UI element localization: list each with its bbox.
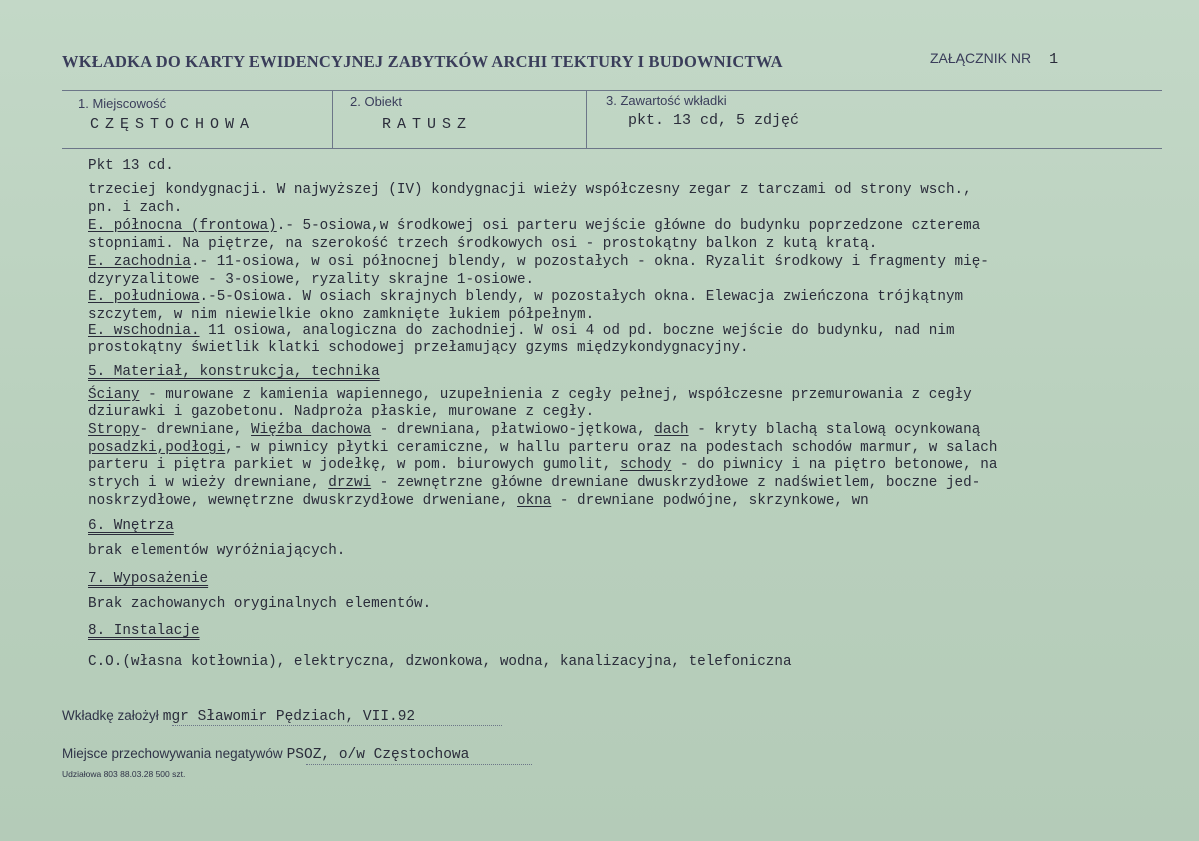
print-note: Udziałowa 803 88.03.28 500 szt. <box>62 769 186 779</box>
text-span: .-5-Osiowa. W osiach skrajnych blendy, w pozostałych okna. Elewacja zwieńczona trójkątnym <box>199 289 964 305</box>
text-line: szczytem, w nim niewielkie okno zamknięte łukiem półpełnym. <box>88 307 595 323</box>
header-divider-bottom <box>62 148 1162 149</box>
text-line <box>88 323 955 339</box>
storage-dotted-line <box>306 764 532 765</box>
attachment-label: ZAŁĄCZNIK NR <box>930 50 1032 66</box>
text-line: C.O.(własna kotłownia), elektryczna, dzwonkowa, wodna, kanalizacyjna, telefoniczna <box>88 654 792 670</box>
text-span: .- 11-osiowa, w osi północnej blendy, w pozostałych - okna. Ryzalit środkowy i fragmenty mię- <box>190 254 989 270</box>
text-line <box>88 422 980 438</box>
storage-row <box>62 746 469 763</box>
west-elevation-term: E. zachodnia <box>88 254 191 270</box>
author-value: mgr Sławomir Pędziach, VII.92 <box>162 709 416 725</box>
text-span: .- 5-osiowa,w środkowej osi parteru wejście główne do budynku poprzedzone czterema <box>276 218 981 234</box>
doors-term: drzwi <box>328 475 372 491</box>
object-label: 2. Obiekt <box>350 94 403 109</box>
text-line <box>88 254 989 270</box>
section-8-heading <box>88 623 200 639</box>
roof-truss-term: Więźba dachowa <box>251 422 372 438</box>
text-span: - murowane z kamienia wapiennego, uzupełnienia z cegły pełnej, współczesne przemurowania z cegły <box>139 387 972 403</box>
section-7-heading <box>88 571 208 587</box>
text-span: - drewniane podwójne, skrzynkowe, wn <box>551 493 869 509</box>
text-span: parteru i piętra parkiet w jodełkę, w pom. biurowych gumolit, <box>88 457 620 473</box>
text-span: - do piwnicy i na piętro betonowe, na <box>671 457 998 473</box>
field-divider-2 <box>586 90 587 148</box>
text-line: brak elementów wyróżniających. <box>88 543 346 559</box>
document-title: WKŁADKA DO KARTY EWIDENCYJNEJ ZABYTKÓW ARCHI TEKTURY I BUDOWNICTWA <box>62 52 783 71</box>
ceilings-term: Stropy <box>88 422 140 438</box>
text-span: - kryty blachą stalową ocynkowaną <box>688 422 981 438</box>
section-title: 6. Wnętrza <box>88 518 174 534</box>
section-6-heading <box>88 518 174 534</box>
text-line <box>88 457 997 473</box>
locality-label: 1. Miejscowość <box>78 96 167 111</box>
text-line <box>88 440 997 456</box>
section-title: 5. Materiał, konstrukcja, technika <box>88 364 380 380</box>
author-label: Wkładkę założył <box>62 708 159 723</box>
south-elevation-term: E. południowa <box>88 289 200 305</box>
header-divider-top <box>62 90 1162 91</box>
east-elevation-term: E. wschodnia. <box>88 323 200 339</box>
text-line: trzeciej kondygnacji. W najwyższej (IV) kondygnacji wieży współczesny zegar z tarczami od strony wsch., <box>88 182 972 198</box>
text-span: 11 osiowa, analogiczna do zachodniej. W osi 4 od pd. boczne wejście do budynku, nad nim <box>199 323 955 339</box>
content-label: 3. Zawartość wkładki <box>606 93 727 108</box>
text-line: Brak zachowanych oryginalnych elementów. <box>88 596 432 612</box>
north-elevation-term: E. północna (frontowa) <box>88 218 277 234</box>
content-value: pkt. 13 cd, 5 zdjęć <box>628 112 800 129</box>
storage-value: PSOZ, o/w Częstochowa <box>286 747 470 763</box>
author-row <box>62 708 415 725</box>
section-title: 8. Instalacje <box>88 623 200 639</box>
walls-term: Ściany <box>88 387 140 403</box>
text-line <box>88 289 963 305</box>
windows-term: okna <box>516 493 552 509</box>
author-dotted-line <box>172 725 502 726</box>
text-span: - drewniane, <box>139 422 252 438</box>
text-span: strych i w wieży drewniane, <box>88 475 329 491</box>
text-line <box>88 493 869 509</box>
text-span: - zewnętrzne główne drewniane dwuskrzydłowe z nadświetlem, boczne jed- <box>371 475 981 491</box>
locality-value: CZĘSTOCHOWA <box>90 116 256 133</box>
text-line: dzyryzalitowe - 3-osiowe, ryzality skrajne 1-osiowe. <box>88 272 535 288</box>
text-span: ,- w piwnicy płytki ceramiczne, w hallu parteru oraz na podestach schodów marmur, w salach <box>225 440 998 456</box>
floors-term: posadzki,podłogi <box>88 440 226 456</box>
object-value: RATUSZ <box>382 116 473 133</box>
section-5-heading <box>88 364 380 380</box>
text-span: - drewniana, płatwiowo-jętkowa, <box>371 422 655 438</box>
storage-label: Miejsce przechowywania negatywów <box>62 746 283 761</box>
text-line <box>88 387 972 403</box>
attachment-indicator <box>930 50 1058 68</box>
text-line <box>88 475 980 491</box>
text-line: prostokątny świetlik klatki schodowej przełamujący gzyms międzykondygnacyjny. <box>88 340 749 356</box>
text-line <box>88 218 980 234</box>
text-line: stopniami. Na piętrze, na szerokość trzech środkowych osi - prostokątny balkon z kutą kratą. <box>88 236 878 252</box>
text-span: noskrzydłowe, wewnętrzne dwuskrzydłowe drweniane, <box>88 493 517 509</box>
field-divider-1 <box>332 90 333 148</box>
text-line: dziurawki i gazobetonu. Nadproża płaskie, murowane z cegły. <box>88 404 595 420</box>
text-line: pn. i zach. <box>88 200 183 216</box>
roof-term: dach <box>654 422 689 438</box>
point-heading: Pkt 13 cd. <box>88 158 174 174</box>
attachment-number: 1 <box>1049 51 1059 68</box>
stairs-term: schody <box>619 457 672 473</box>
section-title: 7. Wyposażenie <box>88 571 209 587</box>
